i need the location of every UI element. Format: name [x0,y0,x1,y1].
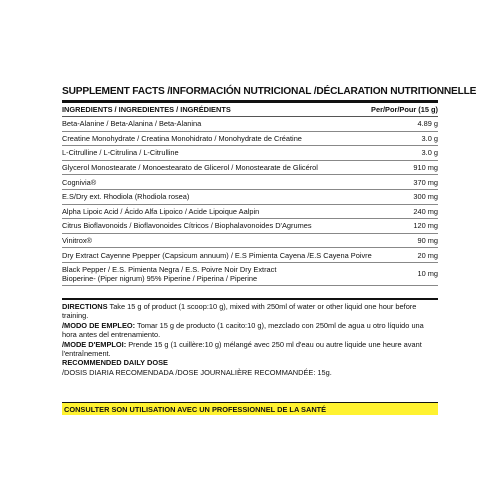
ingredient-amount: 90 mg [417,236,438,246]
table-header [62,103,438,117]
table-row [62,161,438,176]
table-row [62,219,438,234]
ingredient-amount: 4.89 g [417,119,438,129]
directions-en-text: Take 15 g of product (1 scoop:10 g), mixed with 250ml of water or other liquid one hour before training. [62,301,417,321]
ingredient-name: Dry Extract Cayenne Ppepper (Capsicum annuum) / E.S Pimienta Cayena /E.S Cayena Poivre [62,250,372,260]
table-row [62,263,438,286]
recommended-dose-label: RECOMMENDED DAILY DOSE [62,358,168,368]
health-warning-banner: CONSULTER SON UTILISATION AVEC UN PROFESSIONNEL DE LA SANTÉ [62,402,438,415]
ingredient-amount: 370 mg [413,177,438,187]
ingredient-name: Vinitrox® [62,236,92,246]
ingredient-amount: 3.0 g [421,133,438,143]
table-row [62,117,438,132]
directions-en [62,302,438,321]
directions-fr-label: /MODE D'EMPLOI: [62,339,127,349]
table-row [62,190,438,205]
ingredient-name: Citrus Bioflavonoids / Bioflavonoides Cítricos / Biophalavonoides D'Agrumes [62,221,312,231]
ingredient-amount: 20 mg [417,250,438,260]
ingredient-name: Glycerol Monostearate / Monoestearato de Glicerol / Monostearate de Glicérol [62,163,318,173]
ingredient-amount: 910 mg [413,163,438,173]
ingredient-amount: 240 mg [413,206,438,216]
table-row [62,146,438,161]
directions-es-text: Tomar 15 g de producto (1 cacito:10 g), mezclado con 250ml de agua u otro líquido una hora antes del entrenamiento. [62,320,424,340]
table-row [62,234,438,249]
directions-en-label: DIRECTIONS [62,301,108,311]
ingredients-header: INGREDIENTS / INGREDIENTES / INGRÉDIENTS [62,105,231,114]
dose-line: /DOSIS DIARIA RECOMENDADA /DOSE JOURNALIÈRE RECOMMANDÉE: 15g. [62,367,332,377]
ingredient-name: E.S/Dry ext. Rhodiola (Rhodiola rosea) [62,192,190,202]
ingredient-amount: 120 mg [413,221,438,231]
ingredient-amount: 300 mg [413,192,438,202]
directions-es [62,321,438,340]
ingredient-name: Beta-Alanine / Beta-Alanina / Beta-Alanina [62,119,202,129]
table-row [62,248,438,263]
section-divider [62,298,438,300]
table-row [62,132,438,147]
directions-fr-text: Prende 15 g (1 cuillère:10 g) mélangé avec 250 ml d'eau ou autre liquide une heure avant l'entraînement. [62,339,422,358]
table-row [62,175,438,190]
ingredient-name: Alpha Lipoic Acid / Ácido Alfa Lipoico / Acide Lipoique Aalpin [62,206,260,216]
ingredients-table [62,117,438,286]
ingredient-name: Black Pepper / E.S. Pimienta Negra / E.S. Poivre Noir Dry Extract Bioperine- (Piper nigrum) 95% Piperine / Piperina / Piperine [62,264,277,283]
ingredient-name: L-Citrulline / L-Citrulina / L-Citrulline [62,148,179,158]
panel-title: SUPPLEMENT FACTS /INFORMACIÓN NUTRICIONAL /DÉCLARATION NUTRITIONNELLE [62,84,438,103]
directions-fr [62,340,438,359]
ingredient-name: Cognivia® [62,177,97,187]
ingredient-name: Creatine Monohydrate / Creatina Monohidrato / Monohydrate de Créatine [62,133,302,143]
serving-header: Per/Por/Pour (15 g) [371,105,438,114]
ingredient-amount: 3.0 g [421,148,438,158]
directions-block [62,302,438,377]
table-row [62,205,438,220]
directions-es-label: /MODO DE EMPLEO: [62,320,136,330]
ingredient-amount: 10 mg [417,269,438,279]
supplement-facts-panel [62,84,477,377]
